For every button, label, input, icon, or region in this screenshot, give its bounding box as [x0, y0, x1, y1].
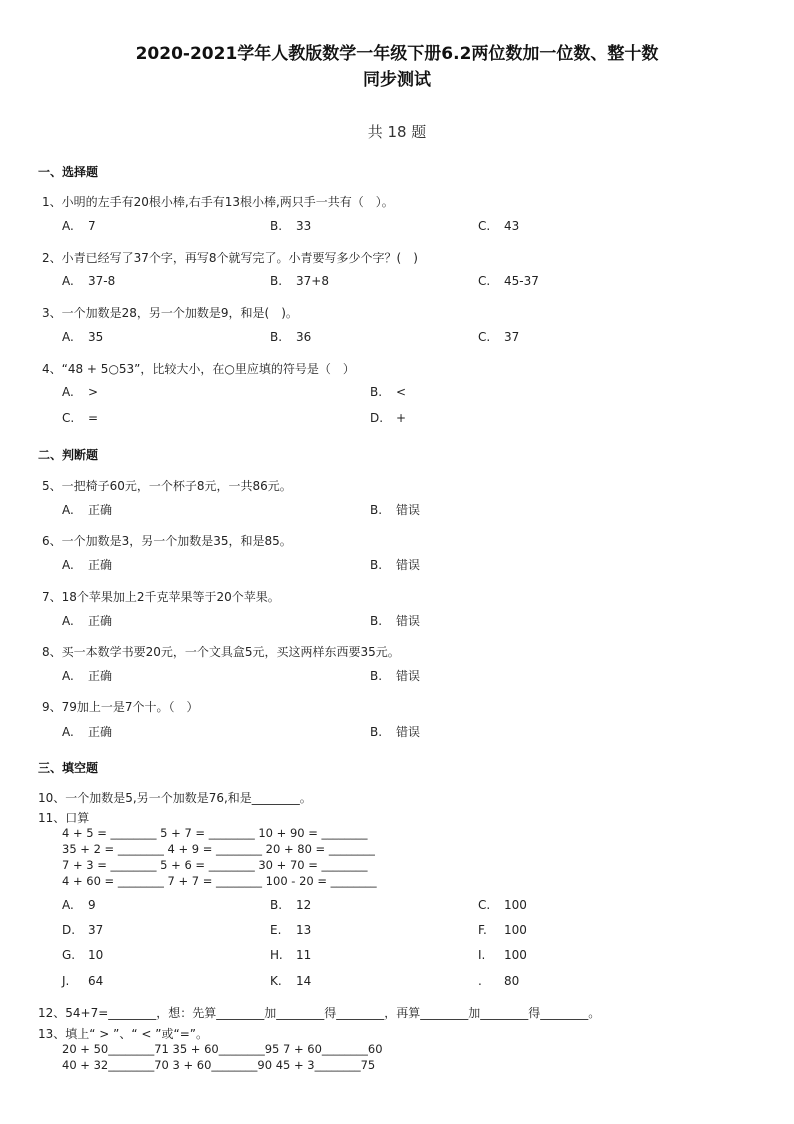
option-label: C. — [478, 330, 491, 344]
option-value: 13 — [296, 923, 312, 937]
compare-line: 20 + 50________71 35 + 60________95 7 + 60________60 — [62, 1042, 383, 1056]
option-value: 37+8 — [296, 274, 329, 288]
option-value: 80 — [504, 974, 520, 988]
option-value: 37 — [88, 923, 104, 937]
question-8: 8、买一本数学书要20元，一个文具盒5元，买这两样东西要35元。 — [42, 645, 400, 659]
option-label: A. — [62, 614, 74, 628]
option-label: C. — [478, 219, 491, 233]
section-heading-judgement: 二、判断题 — [38, 448, 99, 462]
option-11g — [62, 948, 103, 962]
option-11d — [62, 923, 103, 937]
option-11b — [270, 898, 311, 912]
option-4d — [370, 411, 406, 425]
option-label: J. — [62, 974, 70, 988]
option-value: 错误 — [396, 614, 421, 628]
option-label: B. — [270, 219, 283, 233]
option-value: < — [396, 385, 407, 399]
option-11i — [478, 948, 527, 962]
section-heading-fill: 三、填空题 — [38, 761, 99, 775]
option-label: B. — [370, 725, 383, 739]
option-label: B. — [370, 669, 383, 683]
question-12: 12、54+7=________，想：先算________加________得________，再算________加________得________。 — [38, 1006, 601, 1020]
option-4b — [370, 385, 406, 399]
option-label: I. — [478, 948, 486, 962]
option-label: . — [478, 974, 482, 988]
calc-line: 7 + 3 = ________ 5 + 6 = ________ 30 + 70 = ________ — [62, 858, 368, 872]
option-value: 37-8 — [88, 274, 116, 288]
option-value: 36 — [296, 330, 312, 344]
option-value: 37 — [504, 330, 520, 344]
option-11h — [270, 948, 311, 962]
option-value: 错误 — [396, 558, 421, 572]
option-2c — [478, 274, 539, 288]
option-2a — [62, 274, 115, 288]
option-label: A. — [62, 725, 74, 739]
option-label: A. — [62, 503, 74, 517]
option-value: 43 — [504, 219, 520, 233]
option-label: B. — [270, 330, 283, 344]
option-label: B. — [370, 503, 383, 517]
option-value: 正确 — [88, 669, 113, 683]
question-1: 1、小明的左手有20根小棒,右手有13根小棒,两只手一共有（ ）。 — [42, 195, 394, 209]
option-value: 11 — [296, 948, 312, 962]
option-8b — [370, 667, 420, 684]
option-3b — [270, 330, 311, 344]
question-11: 11、口算 — [38, 811, 90, 825]
option-value: 7 — [88, 219, 96, 233]
option-value: 45-37 — [504, 274, 539, 288]
compare-line: 40 + 32________70 3 + 60________90 45 + 3________75 — [62, 1058, 376, 1072]
option-label: A. — [62, 385, 74, 399]
option-label: D. — [62, 923, 76, 937]
option-5a — [62, 501, 112, 518]
option-label: B. — [370, 385, 383, 399]
option-8a — [62, 667, 112, 684]
calc-line: 35 + 2 = ________ 4 + 9 = ________ 20 + 80 = ________ — [62, 842, 375, 856]
option-value: 正确 — [88, 503, 113, 517]
option-label: C. — [62, 411, 75, 425]
option-label: C. — [478, 274, 491, 288]
option-value: 正确 — [88, 614, 113, 628]
option-value: 9 — [88, 898, 96, 912]
option-1a — [62, 219, 96, 233]
option-value: 100 — [504, 898, 527, 912]
option-11a — [62, 898, 96, 912]
question-3: 3、一个加数是28，另一个加数是9，和是( )。 — [42, 306, 298, 320]
option-1c — [478, 219, 519, 233]
section-heading-choice: 一、选择题 — [38, 165, 99, 179]
option-value: 错误 — [396, 725, 421, 739]
option-value: 错误 — [396, 503, 421, 517]
option-label: A. — [62, 898, 74, 912]
option-label: G. — [62, 948, 76, 962]
option-value: 64 — [88, 974, 104, 988]
option-label: A. — [62, 330, 74, 344]
option-value: 错误 — [396, 669, 421, 683]
option-value: 12 — [296, 898, 312, 912]
question-9: 9、79加上一是7个十。（ ） — [42, 700, 199, 714]
option-value: 33 — [296, 219, 312, 233]
option-value: 正确 — [88, 558, 113, 572]
option-6a — [62, 556, 112, 573]
option-label: F. — [478, 923, 487, 937]
question-5: 5、一把椅子60元，一个杯子8元，一共86元。 — [42, 479, 292, 493]
option-label: A. — [62, 219, 74, 233]
option-label: B. — [270, 898, 283, 912]
option-3a — [62, 330, 103, 344]
page-title-line2: 同步测试 — [363, 70, 431, 90]
option-label: E. — [270, 923, 282, 937]
option-value: + — [396, 411, 407, 425]
option-value: 正确 — [88, 725, 113, 739]
question-10: 10、一个加数是5,另一个加数是76,和是________。 — [38, 791, 312, 805]
option-label: B. — [370, 558, 383, 572]
page-title-line1: 2020-2021学年人教版数学一年级下册6.2两位数加一位数、整十数 — [135, 44, 659, 64]
question-4: 4、“48 + 5○53”，比较大小，在○里应填的符号是（ ） — [42, 362, 355, 376]
option-label: A. — [62, 669, 74, 683]
option-1b — [270, 219, 311, 233]
option-label: B. — [270, 274, 283, 288]
option-7b — [370, 612, 420, 629]
option-2b — [270, 274, 329, 288]
option-11j — [62, 974, 103, 988]
calc-line: 4 + 60 = ________ 7 + 7 = ________ 100 - 20 = ________ — [62, 874, 377, 888]
option-label: C. — [478, 898, 491, 912]
option-11f — [478, 923, 527, 937]
question-count: 共 18 题 — [367, 123, 427, 141]
option-label: K. — [270, 974, 282, 988]
option-11k — [270, 974, 311, 988]
question-7: 7、18个苹果加上2千克苹果等于20个苹果。 — [42, 590, 280, 604]
option-label: A. — [62, 274, 74, 288]
option-value: 10 — [88, 948, 104, 962]
option-11l — [478, 974, 519, 988]
option-9b — [370, 723, 420, 740]
option-label: D. — [370, 411, 384, 425]
option-label: H. — [270, 948, 283, 962]
option-value: 100 — [504, 948, 527, 962]
option-label: A. — [62, 558, 74, 572]
option-5b — [370, 501, 420, 518]
option-label: B. — [370, 614, 383, 628]
option-11c — [478, 898, 527, 912]
option-4a — [62, 385, 98, 399]
option-6b — [370, 556, 420, 573]
question-2: 2、小青已经写了37个字，再写8个就写完了。小青要写多少个字？( ) — [42, 251, 418, 265]
option-3c — [478, 330, 519, 344]
option-value: 35 — [88, 330, 104, 344]
question-13: 13、填上“ > ”、“ < ”或“=”。 — [38, 1027, 208, 1041]
question-6: 6、一个加数是3，另一个加数是35，和是85。 — [42, 534, 292, 548]
option-value: 14 — [296, 974, 312, 988]
option-4c — [62, 411, 98, 425]
option-7a — [62, 612, 112, 629]
option-value: = — [88, 411, 99, 425]
option-11e — [270, 923, 311, 937]
option-9a — [62, 723, 112, 740]
option-value: 100 — [504, 923, 527, 937]
calc-line: 4 + 5 = ________ 5 + 7 = ________ 10 + 90 = ________ — [62, 826, 368, 840]
option-value: > — [88, 385, 99, 399]
